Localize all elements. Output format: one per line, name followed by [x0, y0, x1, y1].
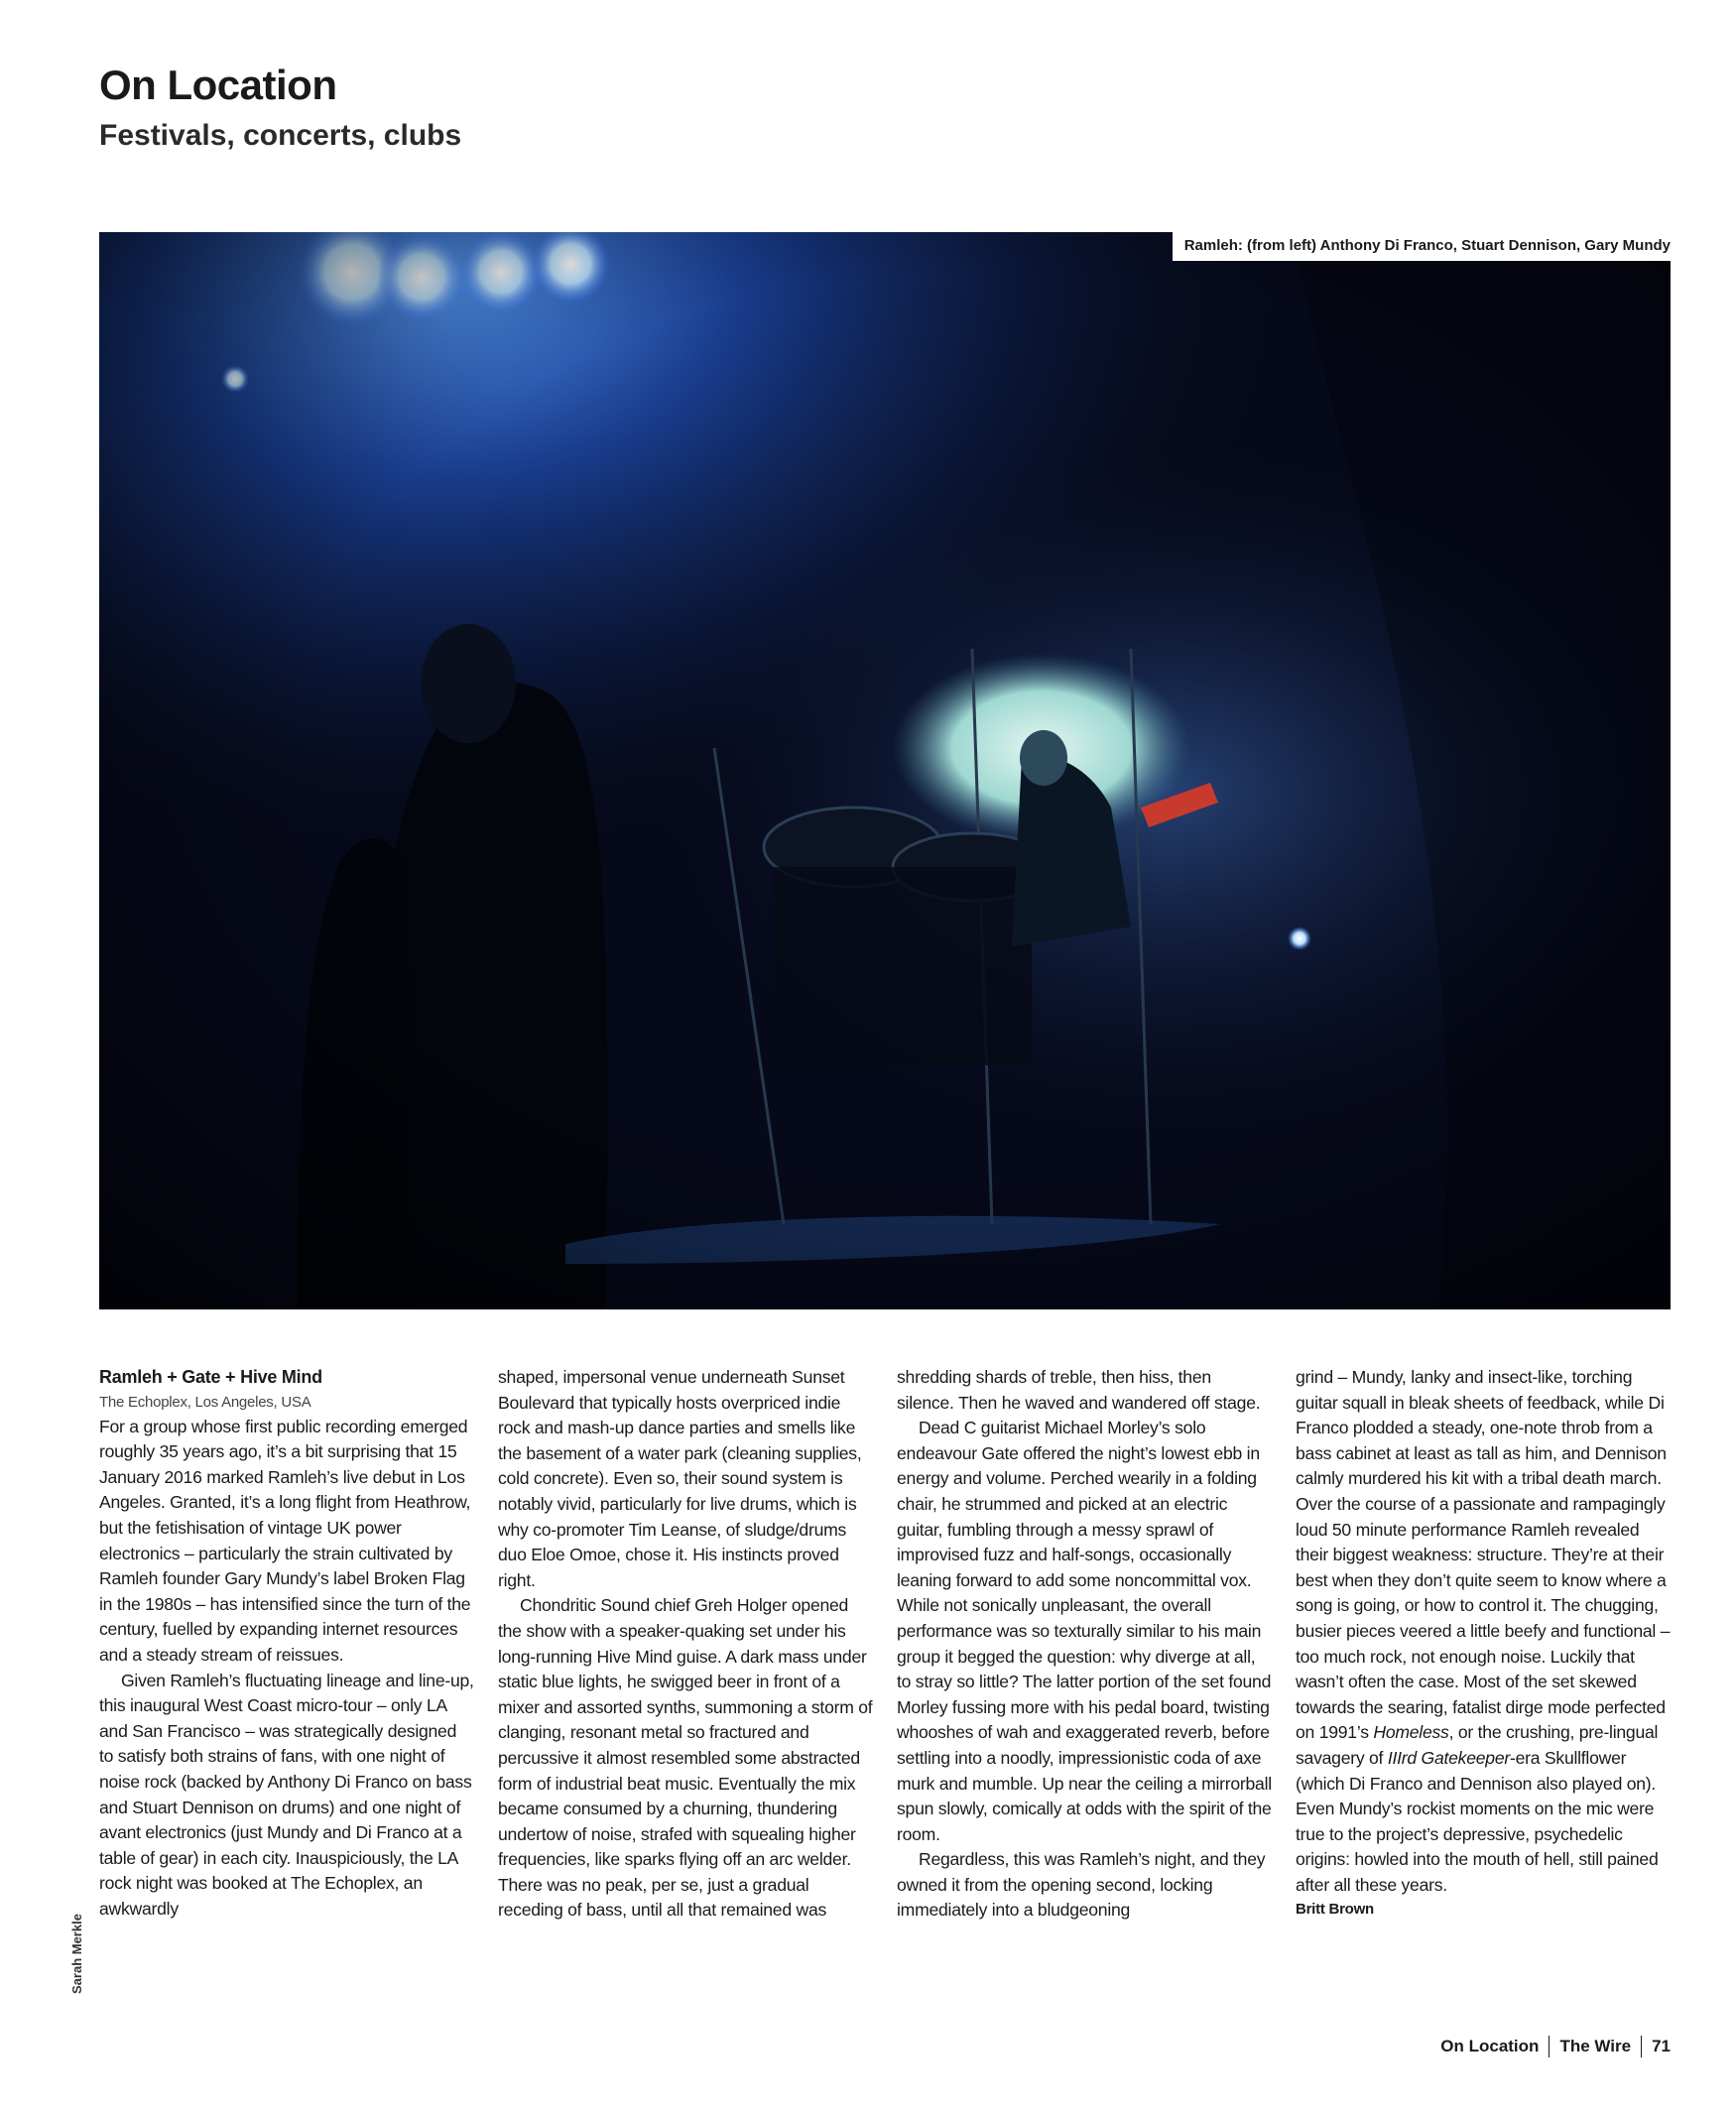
album-title: Homeless [1373, 1722, 1449, 1743]
paragraph: Dead C guitarist Michael Morley’s solo endeavour Gate offered the night’s lowest ebb in energy and volume. Perched wearily in a folding chair, he strummed and picked at an electric guitar, fumbling through a messy sprawl of improvised fuzz and half-songs, occasionally leaning forward to add some noncommittal vox. While not sonically unpleasant, the overall performance was so texturally similar to his main group it begged the question: why diverge at all, to stray so little? The latter portion of the set found Morley fussing more with his pedal board, twisting whooshes of wah and exaggerated reverb, before settling into a noodly, impressionistic coda of axe murk and mumble. Up near the ceiling a mirrorball spun slowly, comically at odds with the spirit of the room. [897, 1418, 1272, 1844]
paragraph: shredding shards of treble, then hiss, then silence. Then he waved and wandered off stage. [897, 1367, 1261, 1413]
article-column-4 [1296, 1365, 1671, 1924]
article-byline: Britt Brown [1296, 1901, 1374, 1919]
section-title: On Location [99, 62, 337, 108]
page-number: 71 [1652, 2037, 1671, 2055]
section-subtitle: Festivals, concerts, clubs [99, 119, 462, 152]
paragraph: shaped, impersonal venue underneath Sunset Boulevard that typically hosts overpriced indie rock and mash-up dance parties and smells like the basement of a water park (cleaning supplies, cold concrete). Even so, their sound system is notably vivid, particularly for live drums, which is why co-promoter Tim Leanse, of sludge/drums duo Eloe Omoe, chose it. His instincts proved right. [498, 1367, 862, 1590]
footer-divider [1549, 2036, 1550, 2057]
text-run: , or the crushing, pre-lingual savagery of [1296, 1722, 1659, 1768]
text-run: -era Skullflower (which Di Franco and Dennison also played on). Even Mundy’s rockist moments on the mic were true to the project’s depressive, psychedelic origins: howled into the mouth of hell, still pained after all these years. [1296, 1747, 1659, 1895]
article-column-3 [897, 1365, 1272, 1924]
footer-divider [1641, 2036, 1642, 2057]
paragraph: Given Ramleh’s fluctuating lineage and line-up, this inaugural West Coast micro-tour – only LA and San Francisco – was strategically designed to satisfy both strains of fans, with one night of noise rock (backed by Anthony Di Franco on bass and Stuart Dennison on drums) and one night of avant electronics (just Mundy and Di Franco at a table of gear) in each city. Inauspiciously, the LA rock night was booked at The Echoplex, an awkwardly [99, 1670, 474, 1919]
paragraph [1296, 1365, 1671, 1898]
article-column-2 [498, 1365, 873, 1924]
article-venue: The Echoplex, Los Angeles, USA [99, 1393, 311, 1411]
footer-magazine: The Wire [1559, 2037, 1632, 2055]
photo-credit: Sarah Merkle [69, 1914, 84, 1994]
concert-photo-image [99, 232, 1671, 1309]
review-article [99, 1365, 1671, 1924]
paragraph: For a group whose first public recording emerged roughly 35 years ago, it’s a bit surprising that 15 January 2016 marked Ramleh’s live debut in Los Angeles. Granted, it’s a long flight from Heathrow, but the fetishisation of vintage UK power electronics – particularly the strain cultivated by Ramleh founder Gary Mundy’s label Broken Flag in the 1980s – has intensified since the turn of the century, fuelled by expanding internet resources and a steady stream of reissues. [99, 1416, 471, 1665]
album-title: IIIrd Gatekeeper [1387, 1747, 1510, 1768]
text-run: grind – Mundy, lanky and insect-like, torching guitar squall in bleak sheets of feedback, while Di Franco plodded a steady, one-note throb from a bass cabinet at least as tall as him, and Dennison calmly murdered his kit with a tribal death march. Over the course of a passionate and rampagingly loud 50 minute performance Ramleh revealed their biggest weakness: structure. They’re at their best when they don’t quite seem to know where a song is going, or how to control it. The chugging, busier pieces veered a little beefy and functional – too much rock, not enough noise. Luckily that wasn’t often the case. Most of the set skewed towards the searing, fatalist dirge mode perfected on 1991’s [1296, 1367, 1671, 1743]
paragraph: Chondritic Sound chief Greh Holger opened the show with a speaker-quaking set under his long-running Hive Mind guise. A dark mass under static blue lights, he swigged beer in front of a mixer and assorted synths, summoning a storm of clanging, resonant metal so fractured and percussive it almost resembled some abstracted form of industrial beat music. Eventually the mix became consumed by a churning, thundering undertow of noise, strafed with squealing higher frequencies, like sparks flying off an arc welder. There was no peak, per se, just a gradual receding of bass, until all that remained was [498, 1595, 873, 1921]
footer-section: On Location [1440, 2037, 1540, 2055]
page-footer [1440, 2036, 1671, 2057]
article-column-1 [99, 1365, 474, 1924]
paragraph: Regardless, this was Ramleh’s night, and they owned it from the opening second, locking immediately into a bludgeoning [897, 1849, 1266, 1921]
article-headline: Ramleh + Gate + Hive Mind [99, 1367, 322, 1387]
photo-caption: Ramleh: (from left) Anthony Di Franco, Stuart Dennison, Gary Mundy [1173, 232, 1671, 261]
concert-photo [99, 232, 1671, 1309]
